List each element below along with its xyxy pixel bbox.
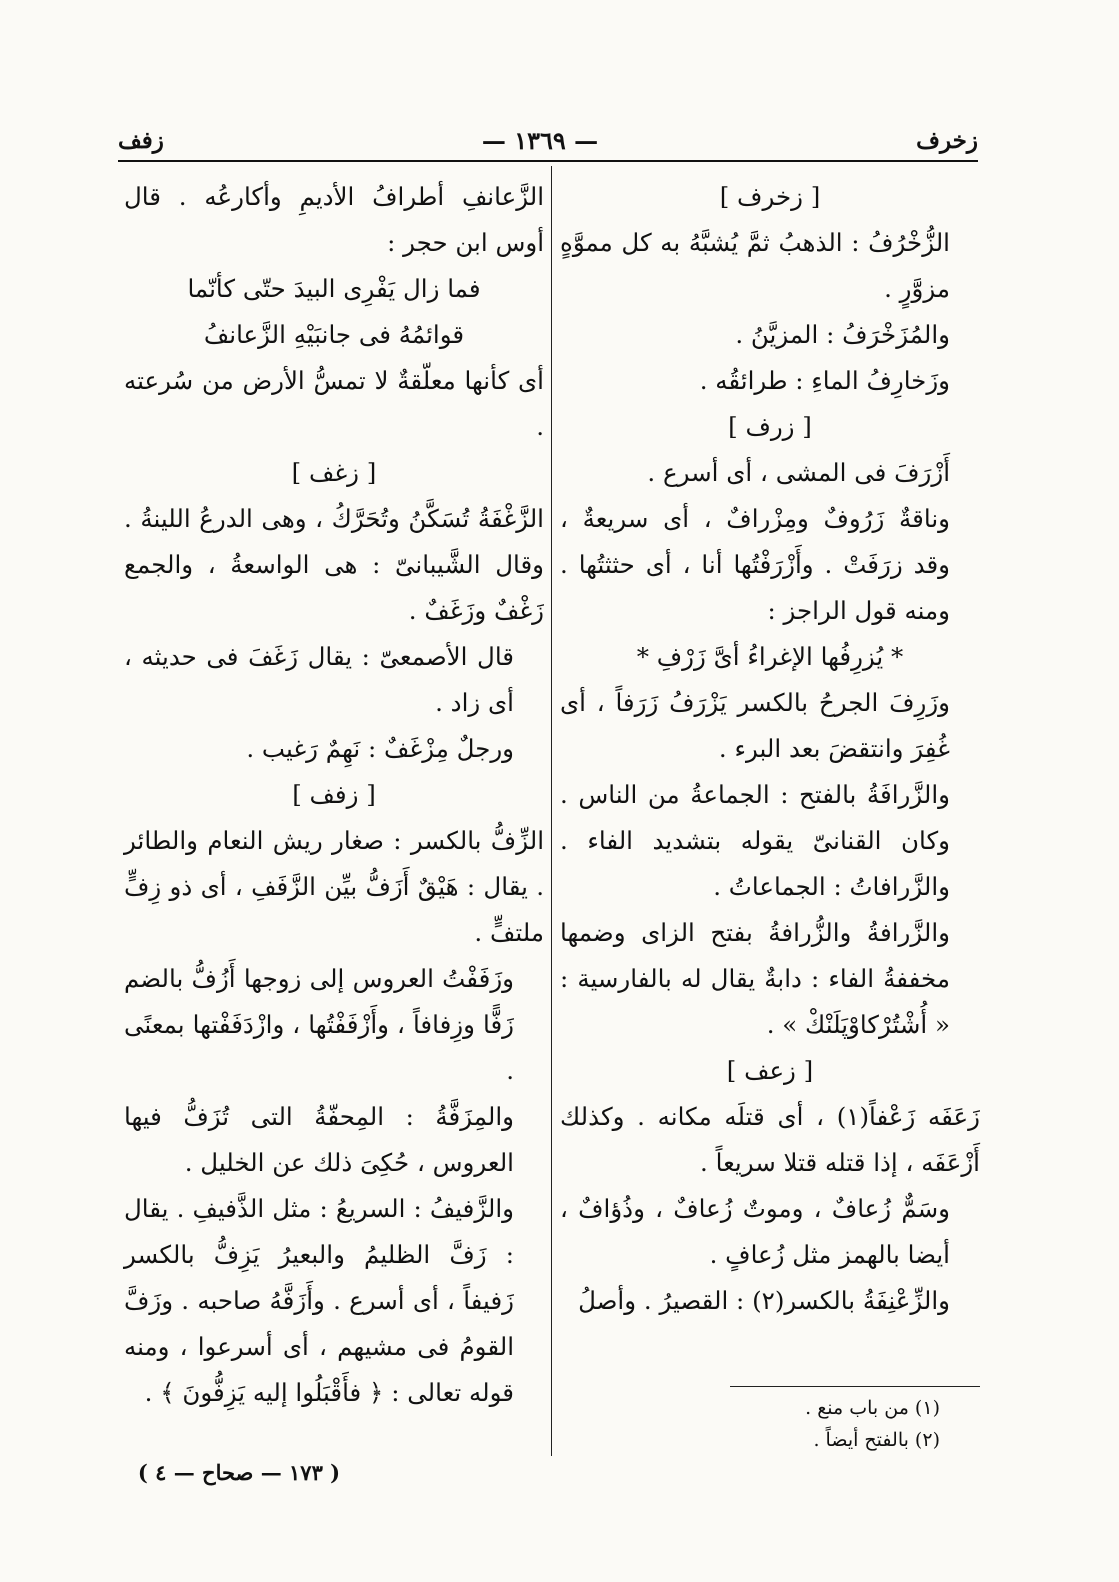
paragraph: والزَّفيفُ : السريعُ : مثل الذَّفيفِ . يقال : زَفَّ الظليمُ والبعيرُ يَزِفُّ بالكسر زَفيفاً ، أى أسرع . وأَزَفَّهُ صاحبه . وزَفَّ القومُ فى مشيهم ، أى أسرعوا ، ومنه قوله تعالى : ﴿ فأَقْبَلُوا إليه يَزِفُّونَ ﴾ . bbox=[124, 1194, 514, 1407]
entry-heading: [ زغف ] bbox=[291, 458, 377, 487]
paragraph: والزِّعْنِفَةُ بالكسر(٢) : القصيرُ . وأصلُ bbox=[578, 1286, 950, 1315]
paragraph: زَعَفَه زَعْفاً(١) ، أى قتلَه مكانه . وكذلك أَزْعَفَه ، إذا قتله قتلا سريعاً . bbox=[560, 1102, 980, 1177]
paragraph: الزَّعانفِ أطرافُ الأديمِ وأكارعُه . قال أوس ابن حجر : bbox=[124, 182, 544, 257]
paragraph: والمُزَخْرَفُ : المزيَّنُ . bbox=[735, 320, 950, 349]
left-column bbox=[124, 174, 544, 1416]
right-column bbox=[560, 174, 980, 1324]
page-header bbox=[118, 122, 978, 158]
footnotes bbox=[700, 1392, 940, 1456]
footnote: (٢) بالفتح أيضاً . bbox=[813, 1429, 940, 1451]
verse: فما زال يَفْرِى البيدَ حتّى كأنّما bbox=[187, 274, 481, 303]
verse: قوائمُهُ فى جانبَيْهِ الزَّعانفُ bbox=[203, 320, 465, 349]
header-right-word: زخرف bbox=[916, 126, 978, 154]
paragraph: والزَّرافةُ والزُّرافةُ بفتح الزاى وضمها مخففةُ الفاء : دابةٌ يقال له بالفارسية : « أُشْتُرْكاوْپَلَنْكْ » . bbox=[560, 918, 950, 1039]
paragraph: أَزْرَفَ فى المشى ، أى أسرع . bbox=[647, 458, 950, 487]
page-number: — ١٣٦٩ — bbox=[481, 125, 599, 155]
footnote: (١) من باب منع . bbox=[805, 1397, 940, 1419]
entry-heading: [ زفف ] bbox=[292, 780, 376, 809]
paragraph: والزَّرافَةُ بالفتح : الجماعةُ من الناس . وكان القنانىّ يقوله بتشديد الفاء . والزَّرافاتُ : الجماعاتُ . bbox=[560, 780, 950, 901]
column-divider bbox=[551, 166, 552, 1456]
paragraph: وزَرِفَ الجرحُ بالكسر يَزْرَفُ زَرَفاً ، أى غُفِرَ وانتقضَ بعد البرء . bbox=[560, 688, 950, 763]
paragraph: والمِزَفَّةُ : المِحفّةُ التى تُزَفُّ فيها العروس ، حُكِىَ ذلك عن الخليل . bbox=[124, 1102, 514, 1177]
paragraph: وسَمٌّ زُعافٌ ، وموتٌ زُعافٌ ، وذُؤافٌ ، أيضا بالهمز مثل زُعافٍ . bbox=[560, 1194, 950, 1269]
entry-heading: [ زرف ] bbox=[728, 412, 812, 441]
entry-heading: [ زخرف ] bbox=[719, 182, 821, 211]
entry-heading: [ زعف ] bbox=[726, 1056, 814, 1085]
paragraph: أى كأنها معلّقةٌ لا تمسُّ الأرض من سُرعته . bbox=[124, 366, 544, 441]
paragraph: وزَفَفْتُ العروس إلى زوجها أَزُفُّ بالضم زَفًّا وزِفافاً ، وأَزْفَفْتُها ، وازْدَفَفْتها بمعنًى . bbox=[124, 964, 514, 1085]
paragraph: الزُّخْرُفُ : الذهبُ ثمَّ يُشبَّهُ به كل مموَّهٍ مزوَّرٍ . bbox=[560, 228, 950, 303]
paragraph: وناقةٌ زَرُوفٌ ومِزْرافٌ ، أى سريعةٌ ، وقد زرَفَتْ . وأَزْرَفْتُها أنا ، أى حثثتُها . ومنه قول الراجز : bbox=[560, 504, 950, 625]
header-rule bbox=[118, 160, 978, 162]
footnote-rule bbox=[730, 1386, 980, 1387]
paragraph: الزَّغْفَةُ تُسَكَّنُ وتُحَرَّكُ ، وهى الدرعُ اللينةُ . وقال الشَّيبانىّ : هى الواسعةُ ، والجمع زَغْفٌ وزَغَفٌ . bbox=[124, 504, 544, 625]
paragraph: ورجلٌ مِزْغَفٌ : نَهِمٌ رَغيب . bbox=[246, 734, 514, 763]
paragraph: وزَخارِفُ الماءِ : طرائقُه . bbox=[699, 366, 950, 395]
signature-mark: ( ١٧٣ — صحاح — ٤ ) bbox=[137, 1460, 341, 1485]
verse: * يُزرِفُها الإغراءُ أىَّ زَرْفِ * bbox=[636, 642, 904, 671]
paragraph: قال الأصمعىّ : يقال زَغَفَ فى حديثه ، أى زاد . bbox=[124, 642, 514, 717]
header-left-word: زفف bbox=[118, 126, 164, 154]
paragraph: الزِّفُّ بالكسر : صغار ريش النعام والطائر . يقال : هَيْقٌ أَزَفُّ بيِّن الزَّفَفِ ، أى ذو زِفٍّ ملتفٍّ . bbox=[124, 826, 544, 947]
